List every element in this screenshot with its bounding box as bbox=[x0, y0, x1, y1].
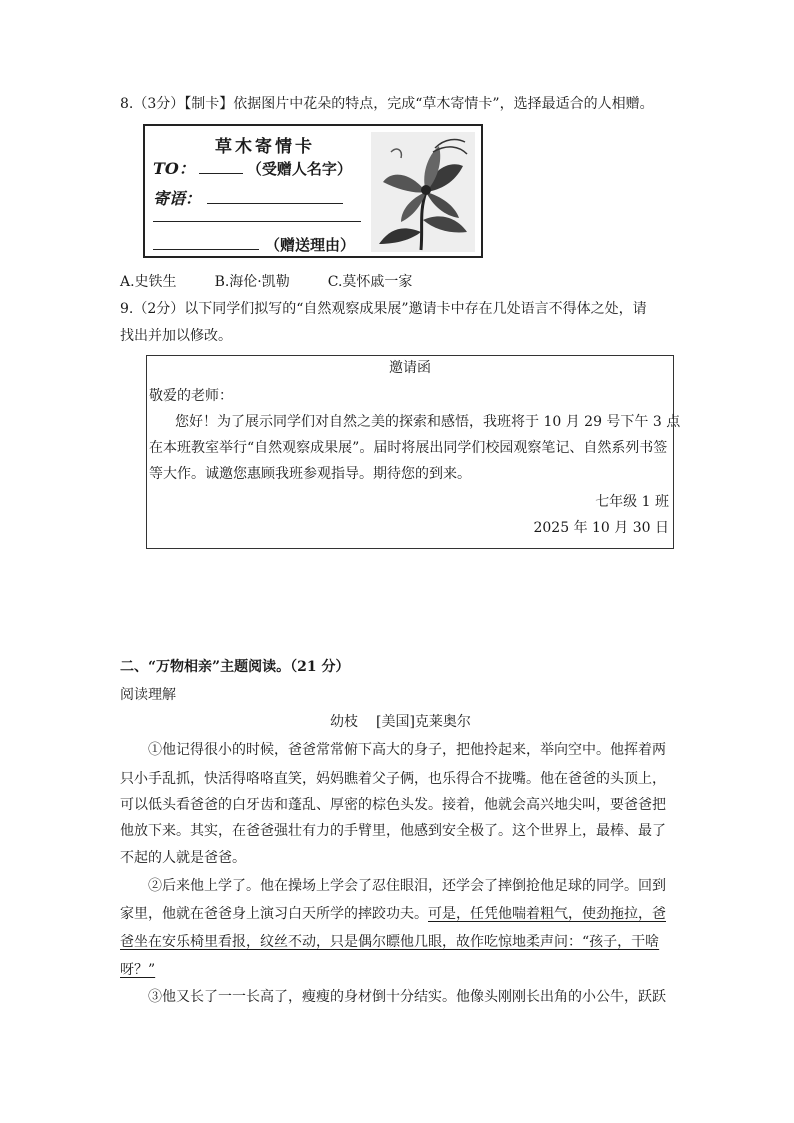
card-reason-blank bbox=[153, 249, 259, 250]
paragraph-2-line-2-underlined: 可是，任凭他喘着粗气，使劲拖拉，爸 bbox=[428, 906, 666, 922]
card-to-label: TO： bbox=[153, 159, 195, 178]
invitation-title: 邀请函 bbox=[389, 360, 431, 376]
card-to-hint: （受赠人名字） bbox=[246, 160, 352, 178]
option-c[interactable]: C.莫怀戚一家 bbox=[327, 274, 413, 290]
section-heading: 二、“万物相亲”主题阅读。（21 分） bbox=[120, 659, 350, 675]
card-title: 草木寄情卡 bbox=[215, 137, 315, 157]
paragraph-1-line-1: ①他记得很小的时候，爸爸常常俯下高大的身子，把他拎起来，举向空中。他挥着两 bbox=[148, 742, 666, 758]
invitation-body-3: 等大作。诚邀您惠顾我班参观指导。期待您的到来。 bbox=[149, 466, 471, 482]
invitation-salutation: 敬爱的老师： bbox=[149, 388, 233, 404]
invitation-body-2: 在本班教室举行“自然观察成果展”。届时将展出同学们校园观察笔记、自然系列书签 bbox=[149, 440, 668, 456]
question-9-line-1: 9.（2分）以下同学们拟写的“自然观察成果展”邀请卡中存在几处语言不得体之处，请 bbox=[120, 301, 647, 317]
section-subheading: 阅读理解 bbox=[120, 687, 176, 703]
card-to-row bbox=[153, 156, 352, 179]
paragraph-2-line-2-plain: 家里，他就在爸爸身上演习白天所学的摔跤功夫。 bbox=[120, 906, 428, 922]
paragraph-2-line-2 bbox=[120, 904, 666, 924]
option-a[interactable]: A.史铁生 bbox=[120, 274, 177, 290]
flower-image bbox=[371, 132, 475, 252]
invitation-box bbox=[146, 355, 681, 549]
question-8: 8.（3分）【制卡】依据图片中花朵的特点，完成“草木寄情卡”，选择最适合的人相赠。 bbox=[120, 96, 654, 112]
card-message-label: 寄语： bbox=[153, 189, 202, 208]
paragraph-1-line-5: 不起的人就是爸爸。 bbox=[120, 850, 246, 866]
paragraph-1-line-4: 他放下来。其实，在爸爸强壮有力的手臂里，他感到安全极了。这个世界上，最棒、最了 bbox=[120, 823, 666, 839]
paragraph-3-line-1: ③他又长了一一长高了，瘦瘦的身材倒十分结实。他像头刚刚长出角的小公牛，跃跃 bbox=[148, 989, 666, 1005]
paragraph-2-line-4: 呀？” bbox=[120, 962, 156, 978]
paragraph-2-line-3: 爸坐在安乐椅里看报，纹丝不动，只是偶尔瞟他几眼，故作吃惊地柔声问：“孩子，干啥 bbox=[120, 934, 660, 950]
invitation-body-1: 您好！为了展示同学们对自然之美的探索和感悟，我班将于 10 月 29 号下午 3 点 bbox=[175, 414, 681, 430]
option-b[interactable]: B.海伦·凯勒 bbox=[214, 274, 290, 290]
invitation-signature: 七年级 1 班 bbox=[595, 494, 669, 510]
card-message-row bbox=[153, 186, 343, 209]
article-title: 幼枝 bbox=[330, 714, 358, 730]
card-message-blank bbox=[207, 203, 343, 204]
card-reason-hint: （赠送理由） bbox=[265, 236, 356, 254]
paragraph-2-line-1: ②后来他上学了。他在操场上学会了忍住眼泪，还学会了摔倒抢他足球的同学。回到 bbox=[148, 878, 666, 894]
card-message-blank-2 bbox=[153, 221, 361, 222]
article-title-row bbox=[330, 712, 471, 732]
question-9-line-2: 找出并加以修改。 bbox=[120, 328, 232, 344]
question-8-options bbox=[120, 272, 412, 292]
gift-card bbox=[143, 124, 483, 258]
paragraph-1-line-2: 只小手乱抓，快活得咯咯直笑，妈妈瞧着父子俩，也乐得合不拢嘴。他在爸爸的头顶上， bbox=[120, 771, 666, 787]
card-reason-row bbox=[153, 234, 355, 255]
invitation-date: 2025 年 10 月 30 日 bbox=[533, 520, 669, 536]
paragraph-1-line-3: 可以低头看爸爸的白牙齿和蓬乱、厚密的棕色头发。接着，他就会高兴地尖叫，要爸爸把 bbox=[120, 797, 666, 813]
card-to-blank bbox=[199, 173, 243, 174]
article-author: [美国]克莱奥尔 bbox=[376, 714, 471, 730]
